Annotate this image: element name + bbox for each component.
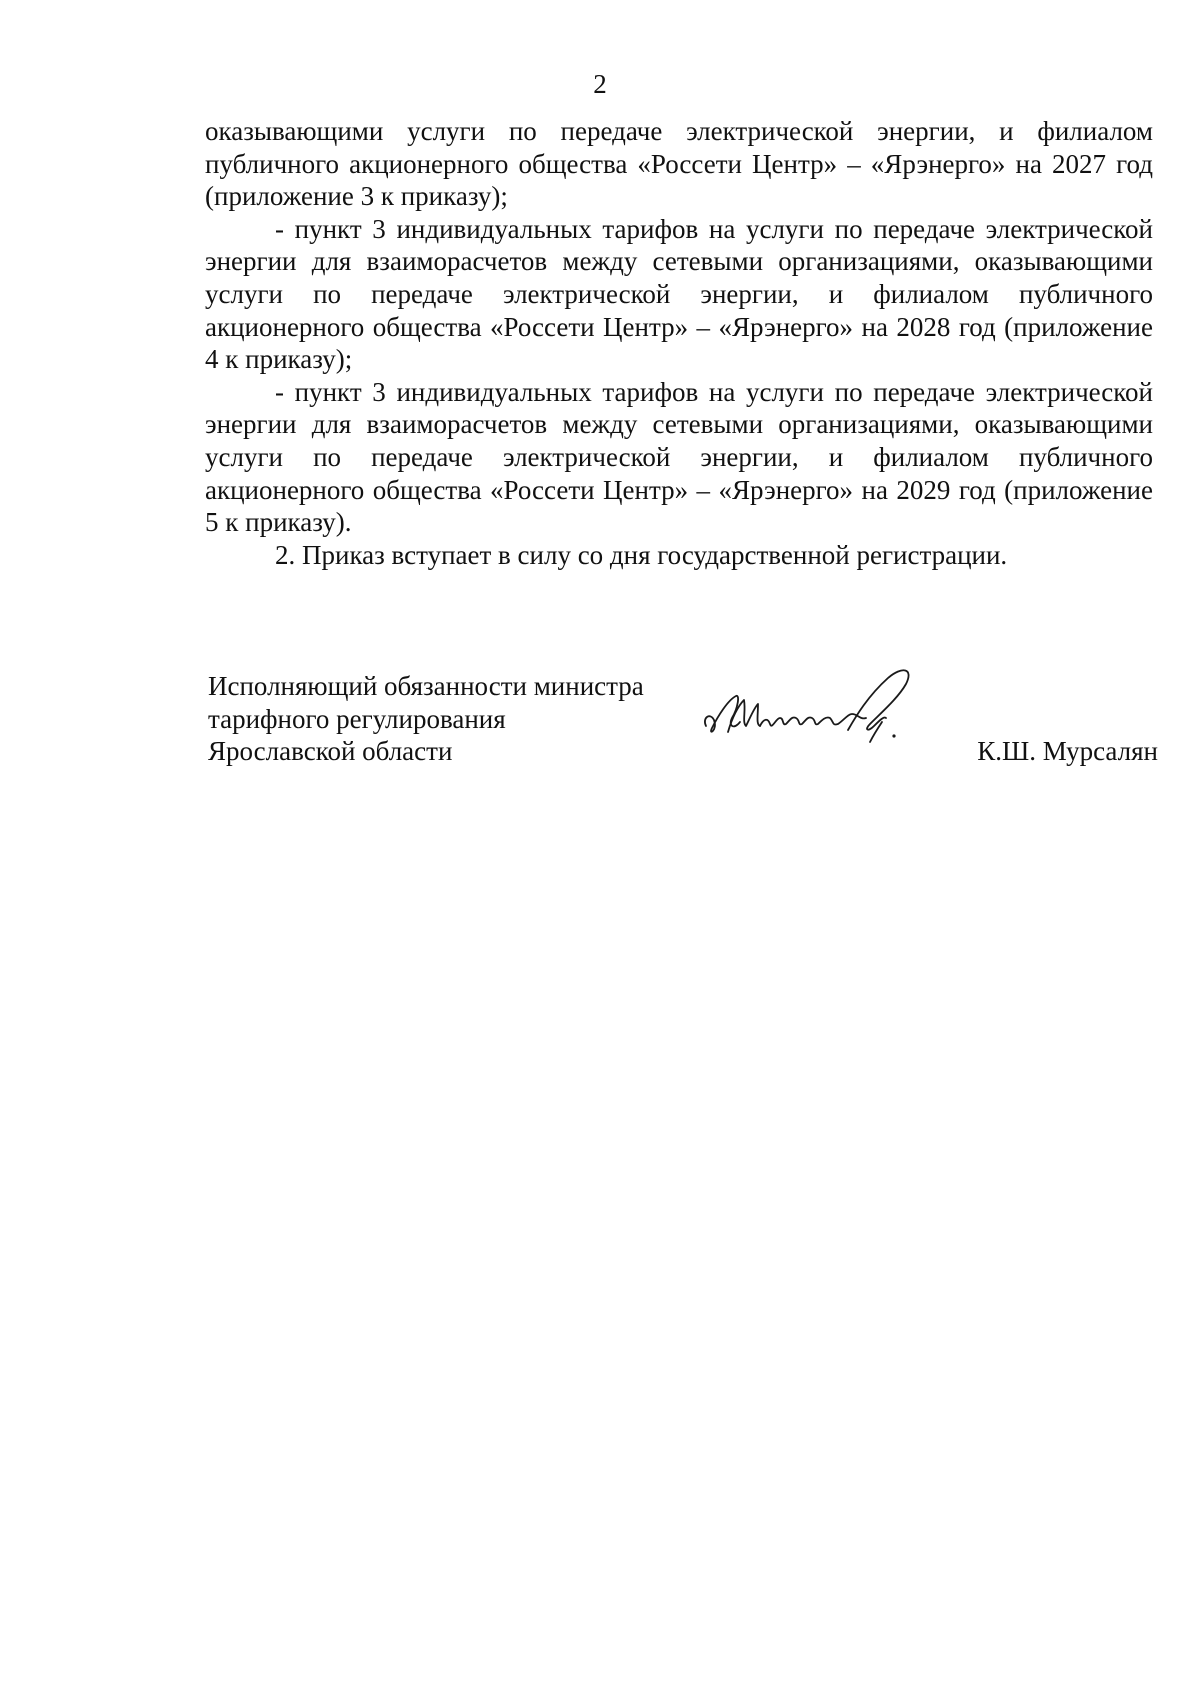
paragraph-item-2029: - пункт 3 индивидуальных тарифов на услуги по передаче электрической энергии для взаиморасчетов между сетевыми организациями, оказывающими услуги по передаче электрической энергии, и филиалом публичного акционерного общества «Россети Центр» – «Ярэнерго» на 2029 год (приложение 5 к приказу). [205,376,1153,538]
signer-title [208,670,644,768]
document-body [205,115,1153,571]
signature-block [208,670,1158,790]
paragraph-item-2028: - пункт 3 индивидуальных тарифов на услуги по передаче электрической энергии для взаиморасчетов между сетевыми организациями, оказывающими услуги по передаче электрической энергии, и филиалом публичного акционерного общества «Россети Центр» – «Ярэнерго» на 2028 год (приложение 4 к приказу); [205,213,1153,375]
signer-title-line: Исполняющий обязанности министра [208,671,644,701]
paragraph-continuation: оказывающими услуги по передаче электрической энергии, и филиалом публичного акционерного общества «Россети Центр» – «Ярэнерго» на 2027 год (приложение 3 к приказу); [205,116,1153,212]
page-number: 2 [593,69,607,99]
signer-title-line: тарифного регулирования [208,703,506,734]
handwritten-signature [698,660,958,760]
paragraph-effective-clause: 2. Приказ вступает в силу со дня государственной регистрации. [275,539,1008,570]
signer-title-line: Ярославской области [208,736,453,767]
signer-name: К.Ш. Мурсалян [977,736,1158,766]
